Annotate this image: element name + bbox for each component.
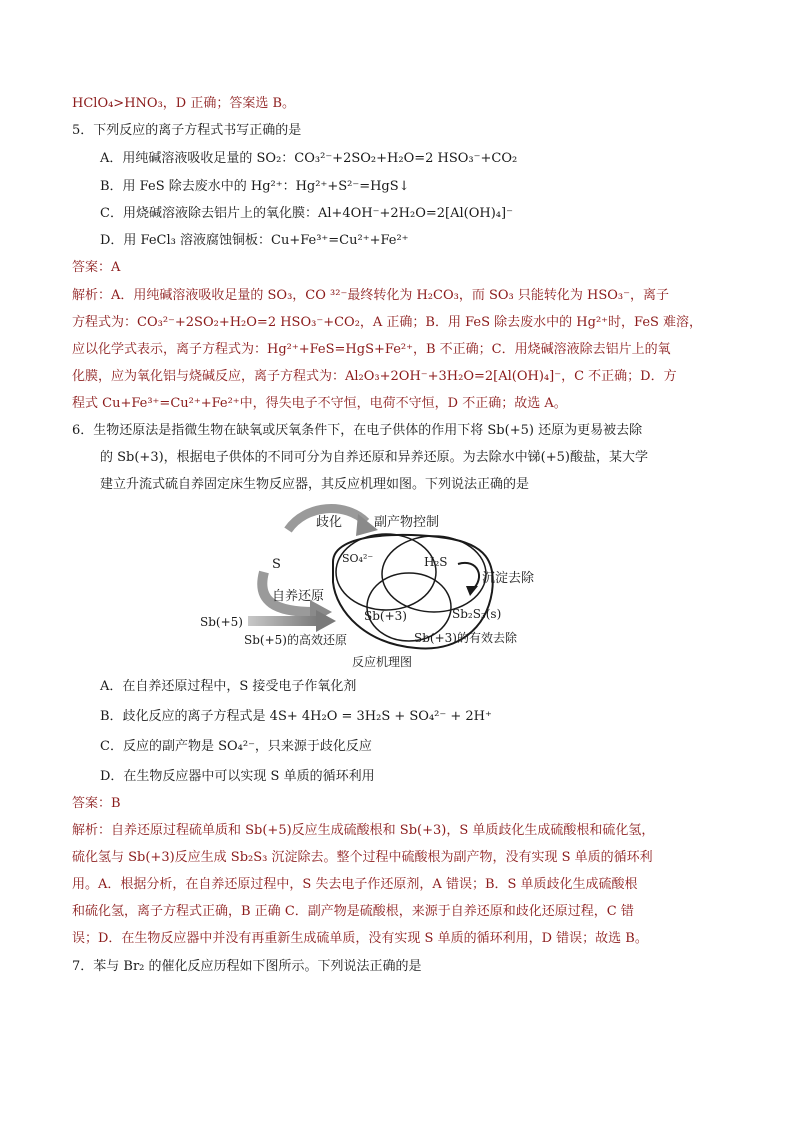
- precip-arrow: [458, 563, 479, 590]
- q5-analysis-line-3: 应以化学式表示，离子方程式为：Hg²⁺+FeS=HgS+Fe²⁺，B 不正确；C．用烧碱溶液除去铝片上的氧: [72, 342, 671, 357]
- q5-analysis-line-5: 程式 Cu+Fe³⁺=Cu²⁺+Fe²⁺中，得失电子不守恒，电荷不守恒，D 不正确；故选 A。: [72, 396, 567, 411]
- q6-option-d: D．在生物反应器中可以实现 S 单质的循环利用: [100, 769, 375, 784]
- q6-option-c: C．反应的副产物是 SO₄²⁻，只来源于歧化反应: [100, 739, 372, 754]
- label-s: S: [272, 557, 281, 572]
- q4-analysis-tail: HClO₄>HNO₃，D 正确；答案选 B。: [72, 96, 296, 111]
- q6-analysis-line-2: 硫化氢与 Sb(+3)反应生成 Sb₂S₃ 沉淀除去。整个过程中硫酸根为副产物，没有实现 S 单质的循环利: [72, 850, 653, 865]
- q5-option-c: C．用烧碱溶液除去铝片上的氧化膜：Al+4OH⁻+2H₂O=2[Al(OH)₄]⁻: [100, 206, 513, 221]
- label-sb5: Sb(+5): [200, 615, 243, 629]
- q5-option-b: B．用 FeS 除去废水中的 Hg²⁺：Hg²⁺+S²⁻=HgS↓: [100, 179, 410, 194]
- q5-analysis-line-1: 解析：A．用纯碱溶液吸收足量的 SO₃，CO ³²⁻最终转化为 H₂CO₃，而 SO₃ 只能转化为 HSO₃⁻，离子: [72, 288, 669, 303]
- figure-caption: 反应机理图: [352, 655, 413, 669]
- precip-arrowhead: [466, 586, 478, 596]
- q5-option-d: D．用 FeCl₃ 溶液腐蚀铜板：Cu+Fe³⁺=Cu²⁺+Fe²⁺: [100, 233, 409, 248]
- q5-option-a: A．用纯碱溶液吸收足量的 SO₂：CO₃²⁻+2SO₂+H₂O=2 HSO₃⁻+CO₂: [100, 151, 518, 166]
- label-zyhy: 自养还原: [272, 589, 325, 604]
- q5-analysis-line-4: 化膜，应为氧化铝与烧碱反应，离子方程式为：Al₂O₃+2OH⁻+3H₂O=2[Al(OH)₄]⁻，C 不正确；D．方: [72, 369, 677, 384]
- label-byproduct: 副产物控制: [374, 515, 440, 530]
- label-sb5-efficient: Sb(+5)的高效还原: [244, 633, 347, 647]
- q6-analysis-line-5: 误；D．在生物反应器中并没有再重新生成硫单质，没有实现 S 单质的循环利用，D 错误；故选 B。: [72, 931, 648, 946]
- q6-analysis-line-3: 用。A．根据分析，在自养还原过程中，S 失去电子作还原剂，A 错误；B．S 单质歧化生成硫酸根: [72, 877, 638, 892]
- question-6-stem-line-2: 的 Sb(+3)，根据电子供体的不同可分为自养还原和异养还原。为去除水中锑(+5)酸盐，某大学: [100, 450, 648, 465]
- label-qihua: 歧化: [316, 515, 343, 530]
- q6-analysis-line-4: 和硫化氢，离子方程式正确，B 正确 C．副产物是硫酸根，来源于自养还原和歧化还原过程，C 错: [72, 904, 634, 919]
- q5-answer: 答案：A: [72, 260, 121, 275]
- label-so4: SO₄²⁻: [342, 552, 374, 565]
- label-sb3: Sb(+3): [364, 609, 407, 623]
- sb5-arrow-body: [248, 616, 318, 626]
- label-precip: 沉淀去除: [482, 571, 535, 586]
- venn-circle-left: [336, 534, 436, 610]
- q6-answer: 答案：B: [72, 796, 121, 811]
- reaction-mechanism-diagram: [196, 502, 580, 672]
- question-6-stem-line-1: 6．生物还原法是指微生物在缺氧或厌氧条件下，在电子供体的作用下将 Sb(+5) 还原为更易被去除: [72, 423, 643, 438]
- question-7-stem: 7．苯与 Br₂ 的催化反应历程如下图所示。下列说法正确的是: [72, 959, 422, 974]
- label-sb2s3: Sb₂S₃(s): [452, 607, 502, 621]
- q6-option-a: A．在自养还原过程中，S 接受电子作氧化剂: [100, 679, 357, 694]
- label-sb3-removal: Sb(+3)的有效去除: [414, 631, 517, 645]
- question-6-stem-line-3: 建立升流式硫自养固定床生物反应器，其反应机理如图。下列说法正确的是: [100, 477, 530, 492]
- q6-option-b: B．歧化反应的离子方程式是 4S+ 4H₂O = 3H₂S + SO₄²⁻ + 2H⁺: [100, 709, 492, 724]
- q5-analysis-line-2: 方程式为：CO₃²⁻+2SO₂+H₂O=2 HSO₃⁻+CO₂，A 正确；B．用 FeS 除去废水中的 Hg²⁺时，FeS 难溶，: [72, 315, 703, 330]
- label-h2s: H₂S: [424, 555, 448, 569]
- question-5-stem: 5．下列反应的离子方程式书写正确的是: [72, 123, 302, 138]
- q6-analysis-line-1: 解析：自养还原过程硫单质和 Sb(+5)反应生成硫酸根和 Sb(+3)，S 单质歧化生成硫酸根和硫化氢，: [72, 823, 655, 838]
